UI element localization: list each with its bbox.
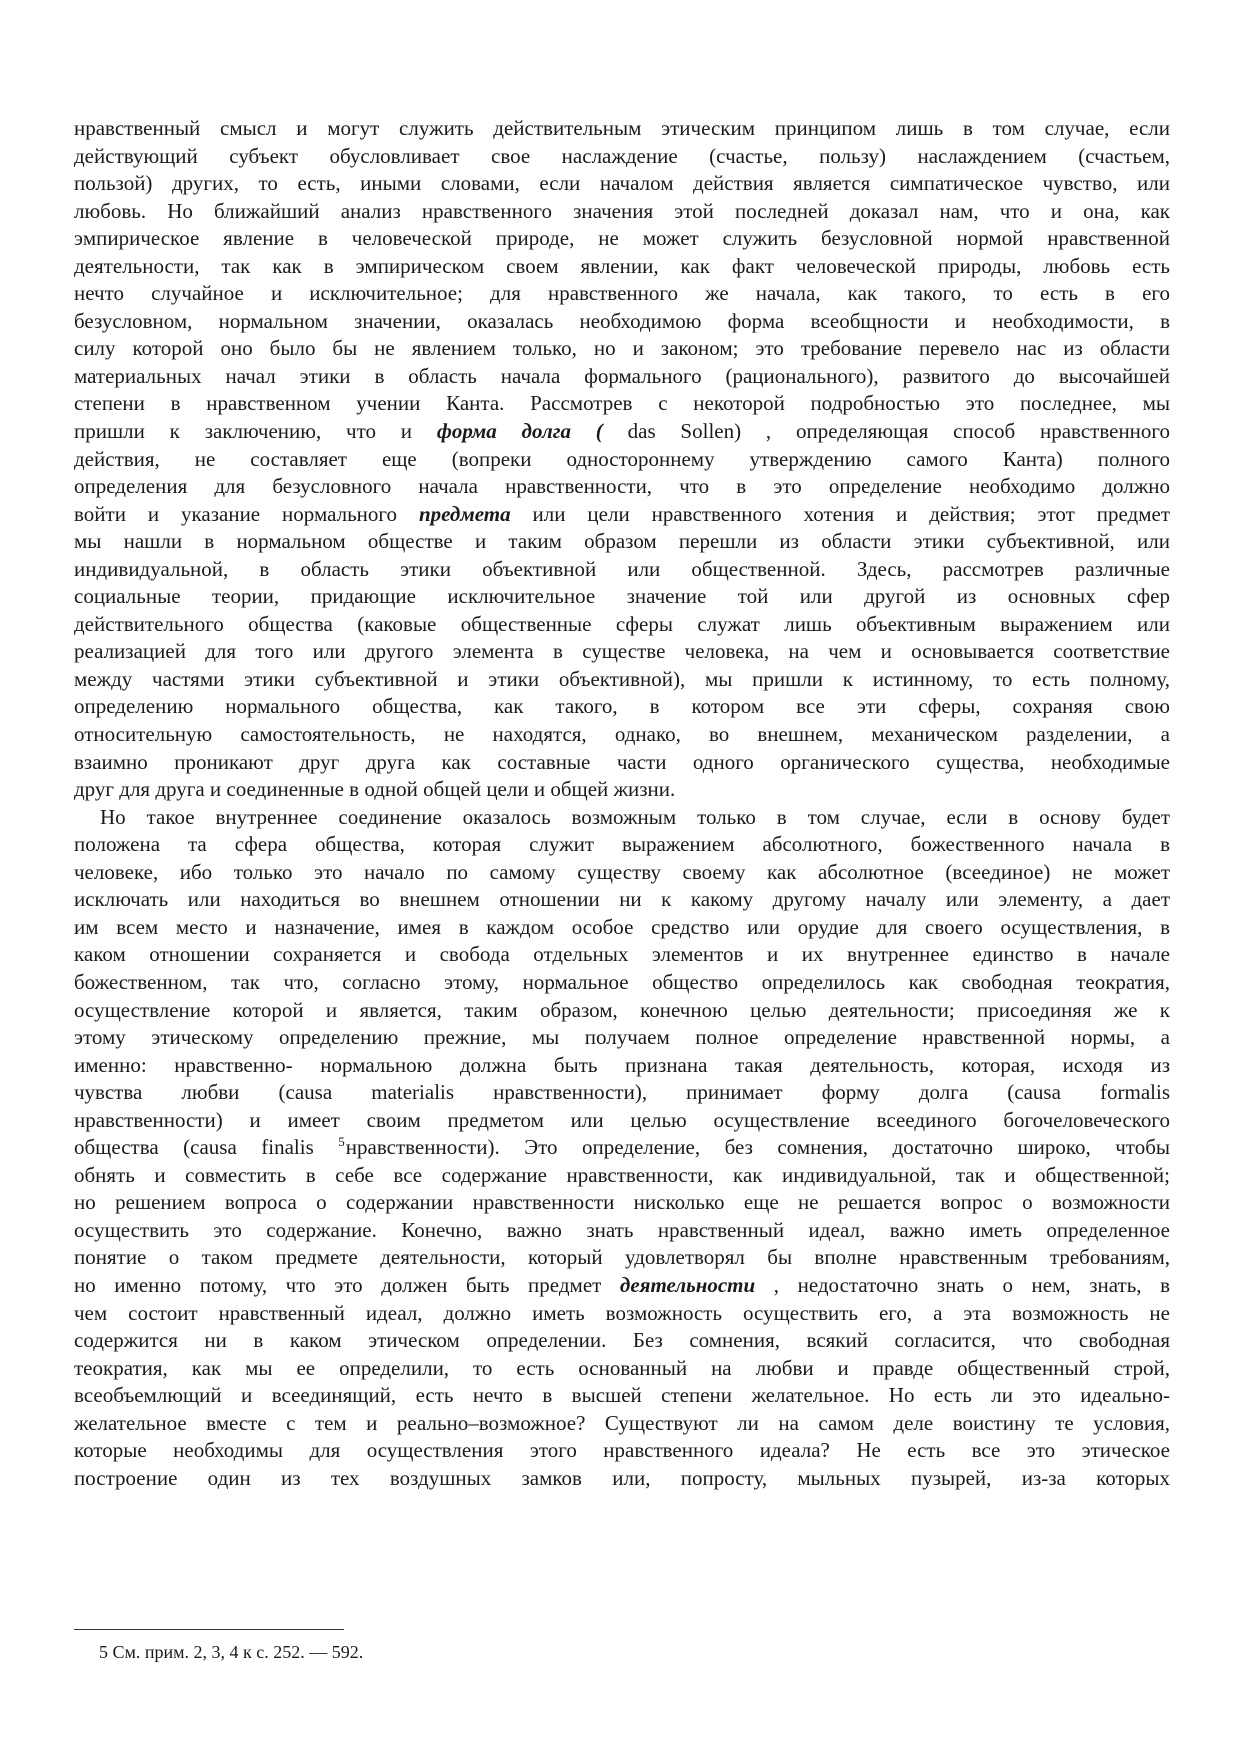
text-line: [74, 1134, 1170, 1162]
text-line: понятие о таком предмете деятельности, который удовлетворял бы вполне нравственным требованиям,: [74, 1245, 1170, 1270]
text-line: которые необходимы для осуществления этого нравственного идеала? Не есть все это этическое: [74, 1438, 1170, 1463]
text-line: человеке, ибо только это начало по самому существу своему как абсолютное (всеединое) не может: [74, 859, 1170, 884]
text-line: между частями этики субъективной и этики объективной), мы пришли к истинному, то есть полному,: [74, 666, 1170, 691]
text-line: этому этическому определению прежние, мы получаем полное определение нравственной нормы, а: [74, 1025, 1170, 1050]
text-line: мы нашли в нормальном обществе и таким образом перешли из области этики субъективной, или: [74, 529, 1170, 554]
footnote-text: 5 См. прим. 2, 3, 4 к с. 252. — 592.: [99, 1642, 364, 1662]
text-line: но решением вопроса о содержании нравственности нисколько еще не решается вопрос о возможности: [74, 1190, 1170, 1215]
text-line: исключать или находиться во внешнем отношении ни к какому другому началу или элементу, а дает: [74, 887, 1170, 912]
text-line: именно: нравственно- нормальною должна быть признана такая деятельность, которая, исходя из: [74, 1052, 1170, 1077]
text-line: пользой) других, то есть, иными словами, если началом действия является симпатическое чувство, или: [74, 171, 1170, 196]
text-line: определения для безусловного начала нравственности, что в это определение необходимо должно: [74, 474, 1170, 499]
text-line: нечто случайное и исключительное; для нравственного же начала, как такого, то есть в его: [74, 281, 1170, 306]
text-line: чем состоит нравственный идеал, должно иметь возможность осуществить его, а эта возможность не: [74, 1300, 1170, 1325]
text-line: степени в нравственном учении Канта. Рассмотрев с некоторой подробностью это последнее, мы: [74, 391, 1170, 416]
text-line: каком отношении сохраняется и свобода отдельных элементов и их внутреннее единство в начале: [74, 942, 1170, 967]
text-line: любовь. Но ближайший анализ нравственного значения этой последней доказал нам, что и она, как: [74, 198, 1170, 223]
emphasis-predmeta: предмета: [418, 501, 511, 526]
text-line: осуществить это содержание. Конечно, важно знать нравственный идеал, важно иметь определенное: [74, 1217, 1170, 1242]
paragraph-2: [74, 804, 1170, 1493]
text-line: нравственный смысл и могут служить действительным этическим принципом лишь в том случае, если: [74, 116, 1170, 140]
text-segment: или цели нравственного хотения и действия; этот предмет: [532, 501, 1170, 526]
text-line: эмпирическое явление в человеческой природе, не может служить безусловной нормой нравственной: [74, 226, 1170, 251]
text-segment: но именно потому, что это должен быть предмет: [74, 1272, 602, 1297]
paragraph-1: [74, 115, 1170, 804]
text-line: силу которой оно было бы не явлением только, но и законом; это требование перевело нас из области: [74, 336, 1170, 361]
text-segment: нравственности). Это определение, без сомнения, достаточно широко, чтобы: [345, 1135, 1170, 1160]
text-line: Но такое внутреннее соединение оказалось возможным только в том случае, если в основу будет: [100, 804, 1170, 829]
text-line: всеобъемлющий и всеединящий, есть нечто в высшей степени желательное. Но есть ли это идеально-: [74, 1383, 1170, 1408]
text-line: им всем место и назначение, имея в каждом особое средство или орудие для своего осуществления, в: [74, 914, 1170, 939]
text-line: нравственности) и имеет своим предметом или целью осуществление всеединого богочеловеческого: [74, 1107, 1170, 1132]
text-line: осуществление которой и является, таким образом, конечною целью деятельности; присоединяя же к: [74, 997, 1170, 1022]
text-line: относительную самостоятельность, не находятся, однако, во внешнем, механическом разделении, а: [74, 722, 1170, 747]
text-line: социальные теории, придающие исключительное значение той или другой из основных сфер: [74, 584, 1170, 609]
emphasis-forma-dolga: форма долга (: [436, 419, 603, 444]
text-line: обнять и совместить в себе все содержание нравственности, как индивидуальной, так и общественной;: [74, 1162, 1170, 1187]
text-segment: , недостаточно знать о нем, знать, в: [773, 1272, 1171, 1297]
text-line: теократия, как мы ее определили, то есть основанный на любви и правде общественный строй,: [74, 1355, 1170, 1380]
text-line: материальных начал этики в область начала формального (рационального), развитого до высочайшей: [74, 363, 1170, 388]
text-segment: пришли к заключению, что и: [74, 419, 413, 444]
text-line: действия, не составляет еще (вопреки одностороннему утверждению самого Канта) полного: [74, 446, 1170, 471]
text-line: действующий субъект обусловливает свое наслаждение (счастье, пользу) наслаждением (счастьем,: [74, 143, 1170, 168]
text-line: [74, 501, 1170, 529]
text-line: действительного общества (каковые общественные сферы служат лишь объективным выражением или: [74, 611, 1170, 636]
text-line: [74, 418, 1170, 446]
text-line: индивидуальной, в область этики объективной или общественной. Здесь, рассмотрев различные: [74, 556, 1170, 581]
text-line: определению нормального общества, как такого, в котором все эти сферы, сохраняя свою: [74, 694, 1170, 719]
text-segment: das Sollen) , определяющая способ нравственного: [627, 419, 1171, 444]
document-body: [74, 115, 1170, 1492]
text-line: безусловном, нормальном значении, оказалась необходимою форма всеобщности и необходимости, в: [74, 308, 1170, 333]
text-line: положена та сфера общества, которая служит выражением абсолютного, божественного начала в: [74, 832, 1170, 857]
text-segment: общества (causa finalis: [74, 1135, 314, 1160]
text-line: чувства любви (causa materialis нравственности), принимает форму долга (causa formalis: [74, 1080, 1170, 1105]
text-line: содержится ни в каком этическом определении. Без сомнения, всякий согласится, что свободная: [74, 1328, 1170, 1353]
text-segment: войти и указание нормального: [74, 501, 398, 526]
text-line: [74, 1272, 1170, 1300]
footnote-divider: [74, 1629, 344, 1630]
emphasis-deyatelnosti: деятельности: [619, 1272, 756, 1297]
text-line: взаимно проникают друг друга как составные части одного органического существа, необходимые: [74, 749, 1170, 774]
text-line: построение один из тех воздушных замков или, попросту, мыльных пузырей, из-за которых: [74, 1465, 1170, 1490]
text-line: желательное вместе с тем и реально–возможное? Существуют ли на самом деле воистину те условия,: [74, 1410, 1170, 1435]
text-line: деятельности, так как в эмпирическом своем явлении, как факт человеческой природы, любовь есть: [74, 253, 1170, 278]
footnote-marker[interactable]: 5: [338, 1134, 345, 1150]
text-line: реализацией для того или другого элемента в существе человека, на чем и основывается соответствие: [74, 639, 1170, 664]
text-line: божественном, так что, согласно этому, нормальное общество определилось как свободная теократия,: [74, 969, 1170, 994]
text-line: друг для друга и соединенные в одной общей цели и общей жизни.: [74, 777, 676, 802]
